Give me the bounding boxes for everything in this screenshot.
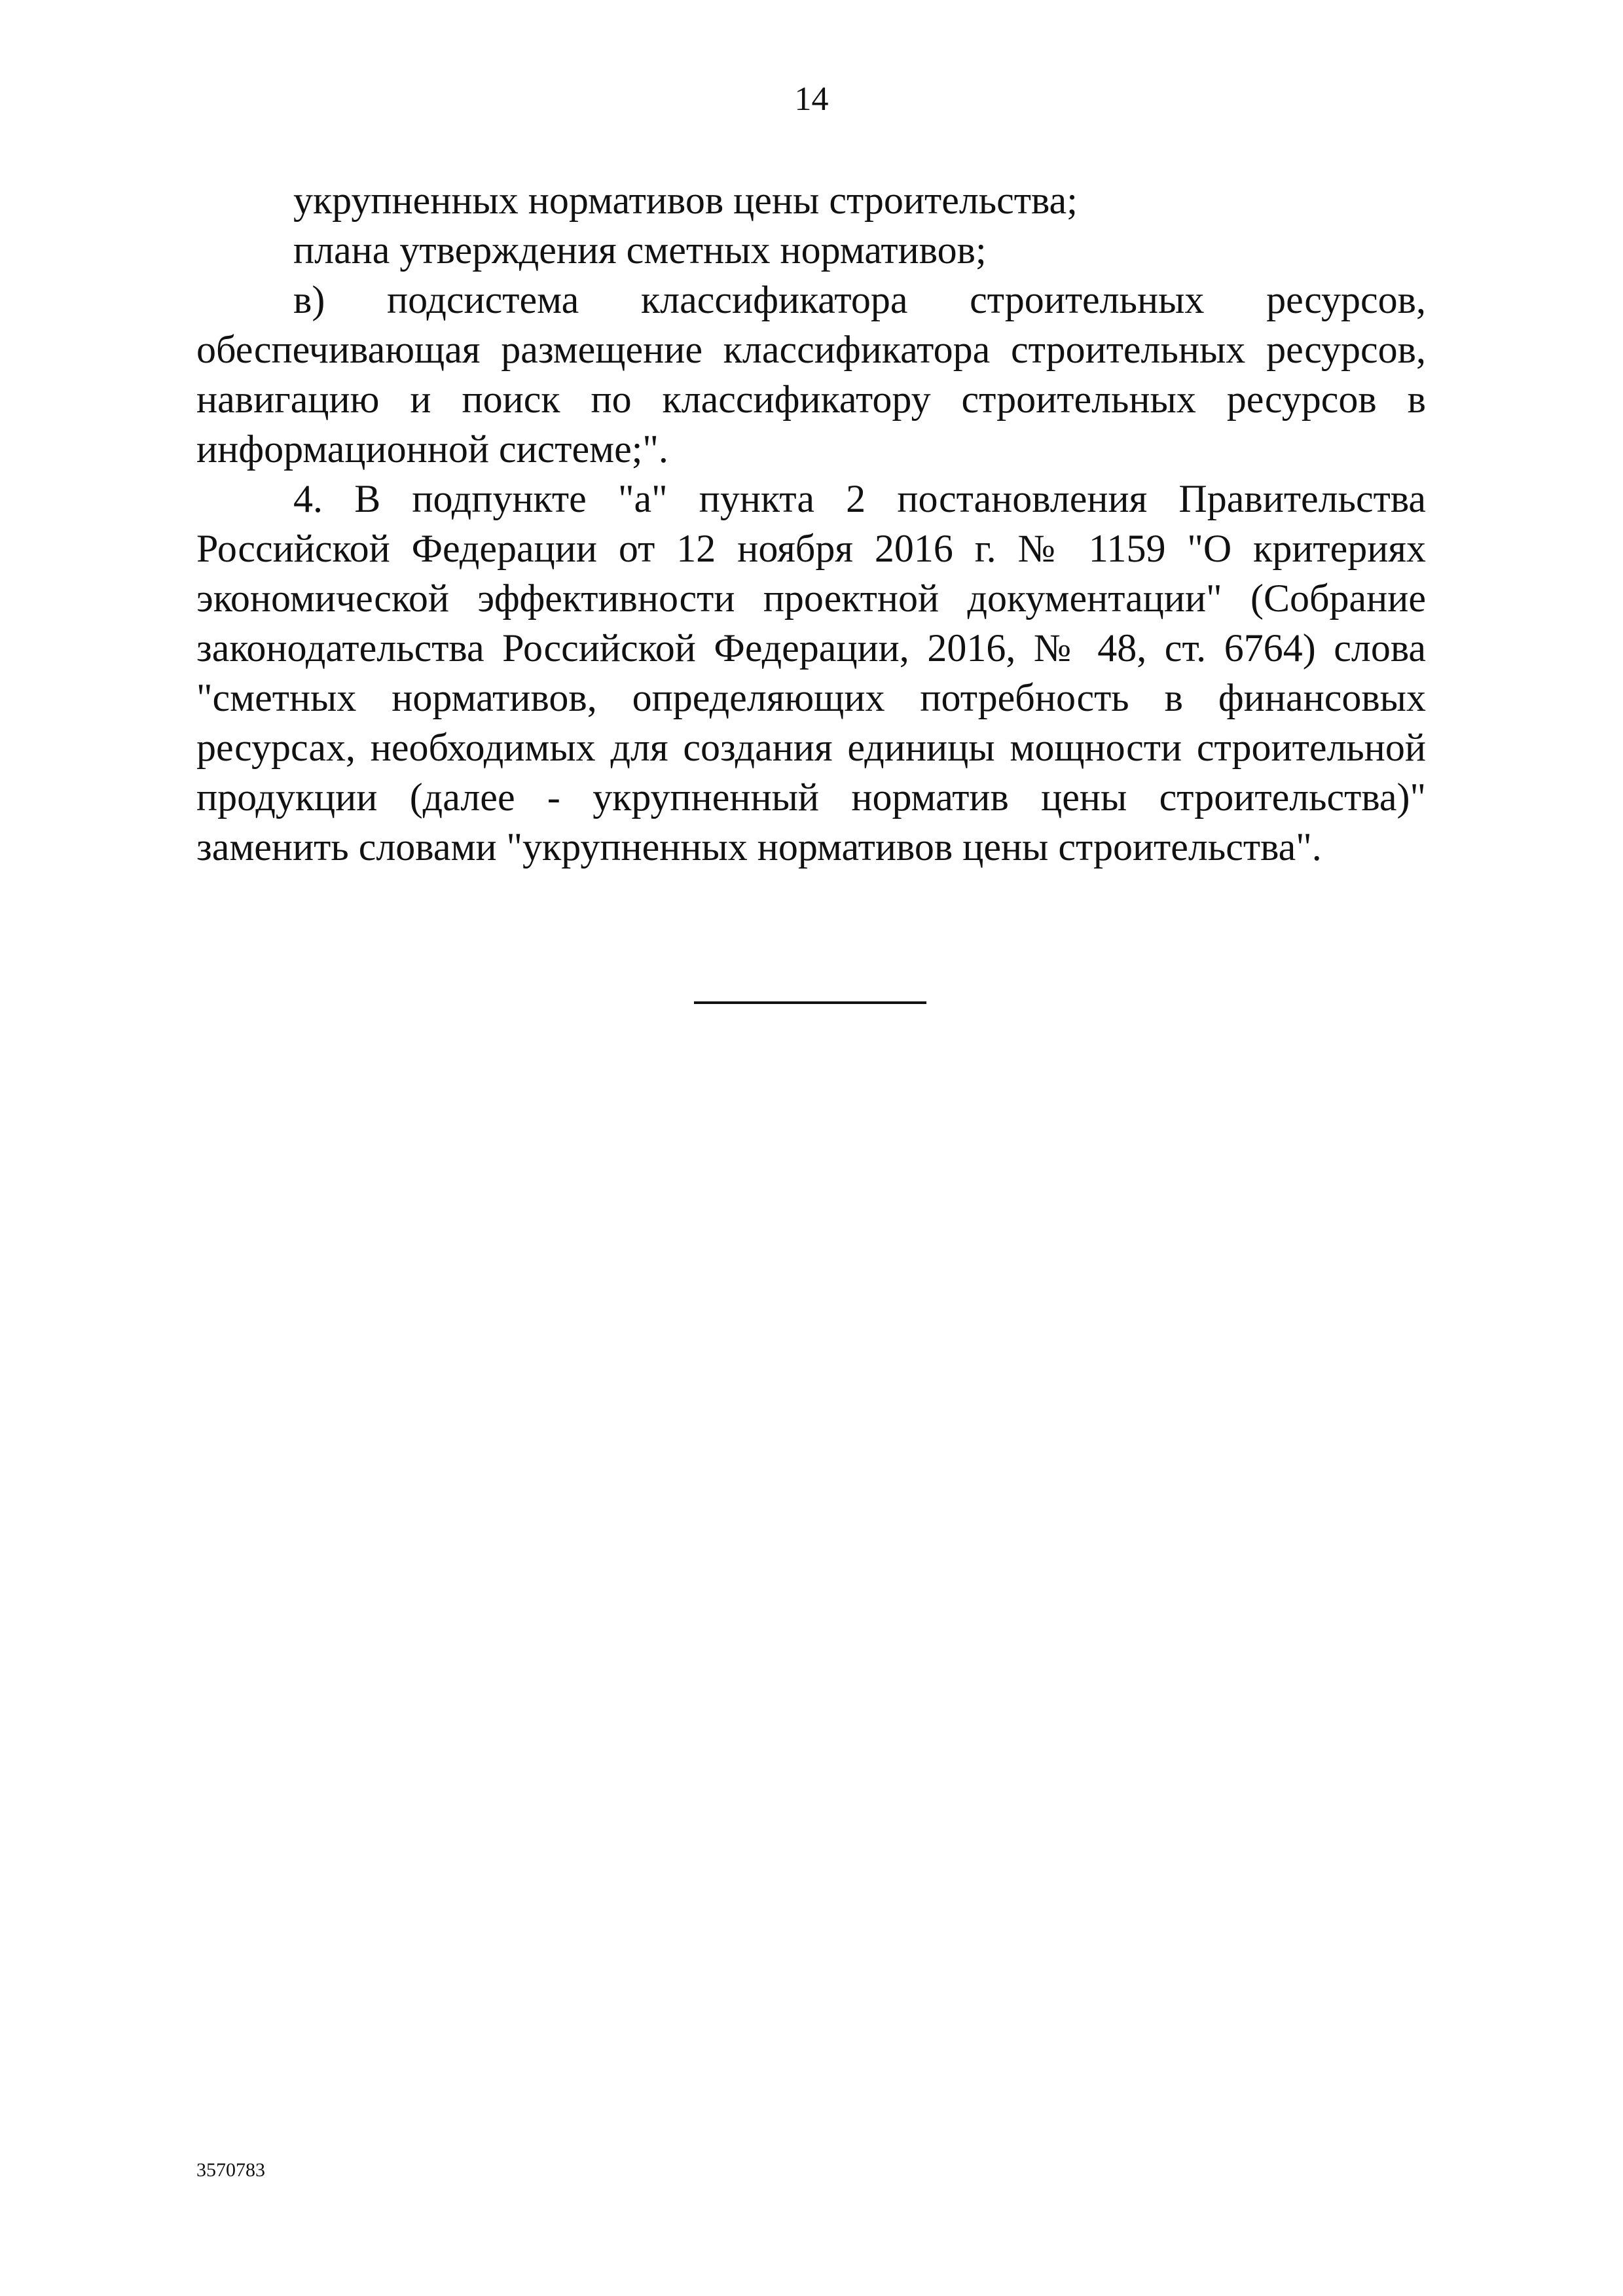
end-separator-line	[694, 1001, 926, 1004]
paragraph-item-3: в) подсистема классификатора строительных ресурсов, обеспечивающая размещение классификатора строительных ресурсов, навигацию и поиск по классификатору строительных ресурсов в информационной системе;".	[196, 278, 1426, 471]
document-code: 3570783	[196, 2159, 265, 2181]
page-number: 14	[794, 81, 829, 118]
paragraph-item-1: укрупненных нормативов цены строительства;	[293, 179, 1078, 222]
paragraph-item-2: плана утверждения сметных нормативов;	[293, 228, 987, 272]
paragraph-item-4: 4. В подпункте "а" пункта 2 постановления Правительства Российской Федерации от 12 ноября 2016 г. № 1159 "О критериях экономической эффективности проектной документации" (Собрание законодательства Российской Федерации, 2016, № 48, ст. 6764) слова "сметных нормативов, определяющих потребность в финансовых ресурсах, необходимых для создания единицы мощности строительной продукции (далее - укрупненный норматив цены строительства)" заменить словами "укрупненных нормативов цены строительства".	[196, 477, 1426, 869]
document-body	[196, 175, 1426, 872]
